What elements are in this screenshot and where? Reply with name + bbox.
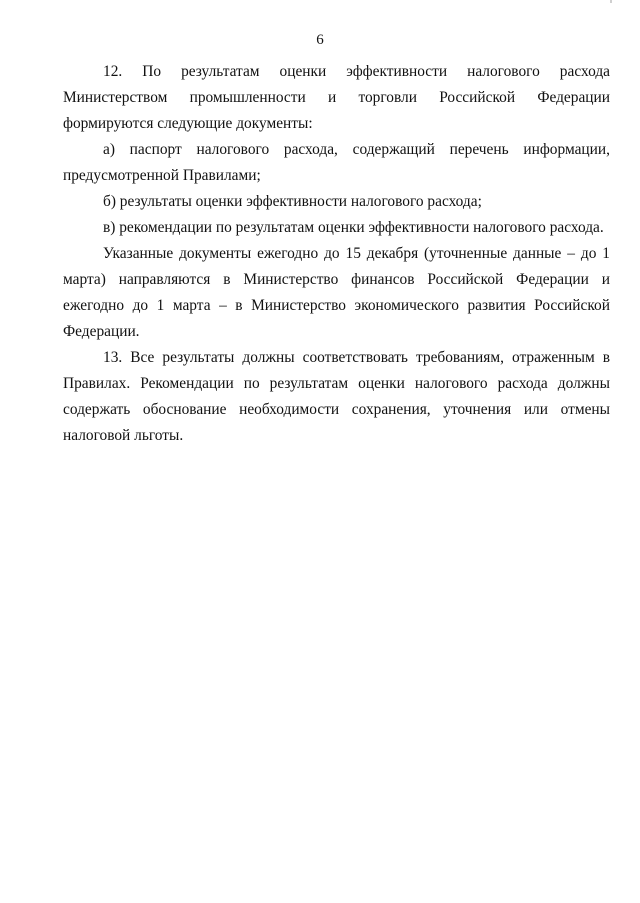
list-item-b: б) результаты оценки эффективности налогового расхода;: [103, 193, 482, 210]
scan-artifact: [610, 0, 612, 3]
list-item-a: а) паспорт налогового расхода, содержащий перечень информации, предусмотренной Правилами;: [63, 141, 610, 184]
list-item-c: в) рекомендации по результатам оценки эффективности налогового расхода.: [103, 219, 604, 236]
paragraph-12: 12. По результатам оценки эффективности налогового расхода Министерством промышленности и торговли Российской Федерации формируются следующие документы:: [63, 63, 610, 132]
document-body: [63, 59, 610, 449]
paragraph-documents-submission: Указанные документы ежегодно до 15 декабря (уточненные данные – до 1 марта) направляются в Министерство финансов Российской Федерации и ежегодно до 1 марта – в Министерство экономического развития Российской Федерации.: [63, 245, 610, 340]
page-number: 6: [316, 32, 324, 48]
paragraph-13: 13. Все результаты должны соответствовать требованиям, отраженным в Правилах. Рекомендации по результатам оценки налогового расхода должны содержать обоснование необходимости сохранения, уточнения или отмены налоговой льготы.: [63, 349, 610, 444]
